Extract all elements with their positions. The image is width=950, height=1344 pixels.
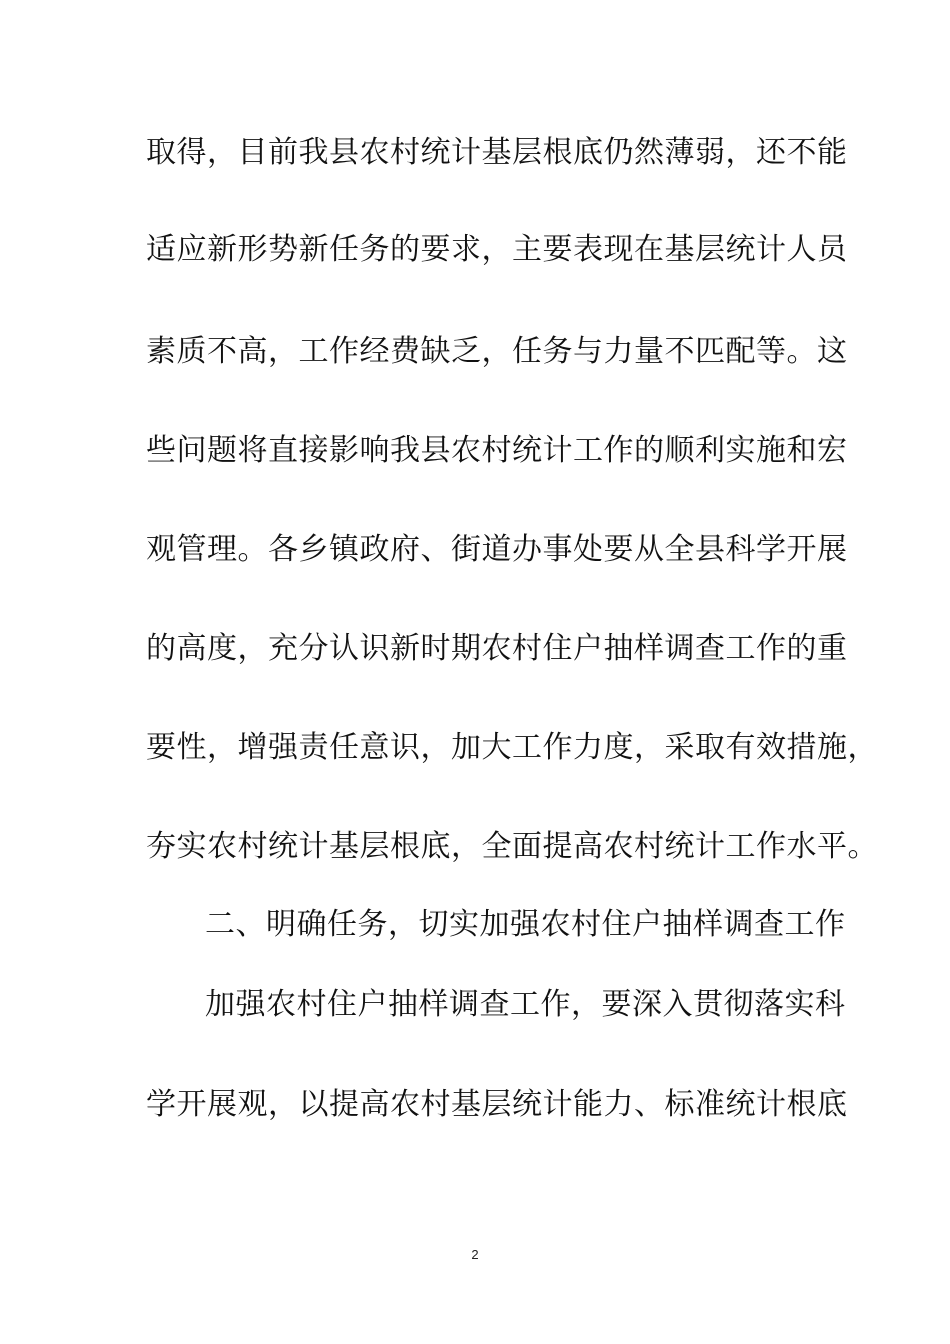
body-text-line: 夯实农村统计基层根底，全面提高农村统计工作水平。 (146, 829, 878, 864)
section-heading: 二、明确任务，切实加强农村住户抽样调查工作 (205, 907, 846, 942)
body-text-line: 素质不高，工作经费缺乏，任务与力量不匹配等。这 (146, 334, 848, 369)
body-text-line: 的高度，充分认识新时期农村住户抽样调查工作的重 (146, 631, 848, 666)
body-text-line: 取得，目前我县农村统计基层根底仍然薄弱，还不能 (146, 135, 848, 170)
body-text-line: 些问题将直接影响我县农村统计工作的顺利实施和宏 (146, 433, 848, 468)
body-text-line: 学开展观，以提高农村基层统计能力、标准统计根底 (146, 1087, 848, 1122)
page-number: 2 (471, 1247, 479, 1262)
body-text-line: 适应新形势新任务的要求，主要表现在基层统计人员 (146, 232, 848, 267)
paragraph-first-line: 加强农村住户抽样调查工作，要深入贯彻落实科 (205, 987, 846, 1022)
body-text-line: 观管理。各乡镇政府、街道办事处要从全县科学开展 (146, 532, 848, 567)
body-text-line: 要性，增强责任意识，加大工作力度，采取有效措施， (146, 730, 878, 765)
